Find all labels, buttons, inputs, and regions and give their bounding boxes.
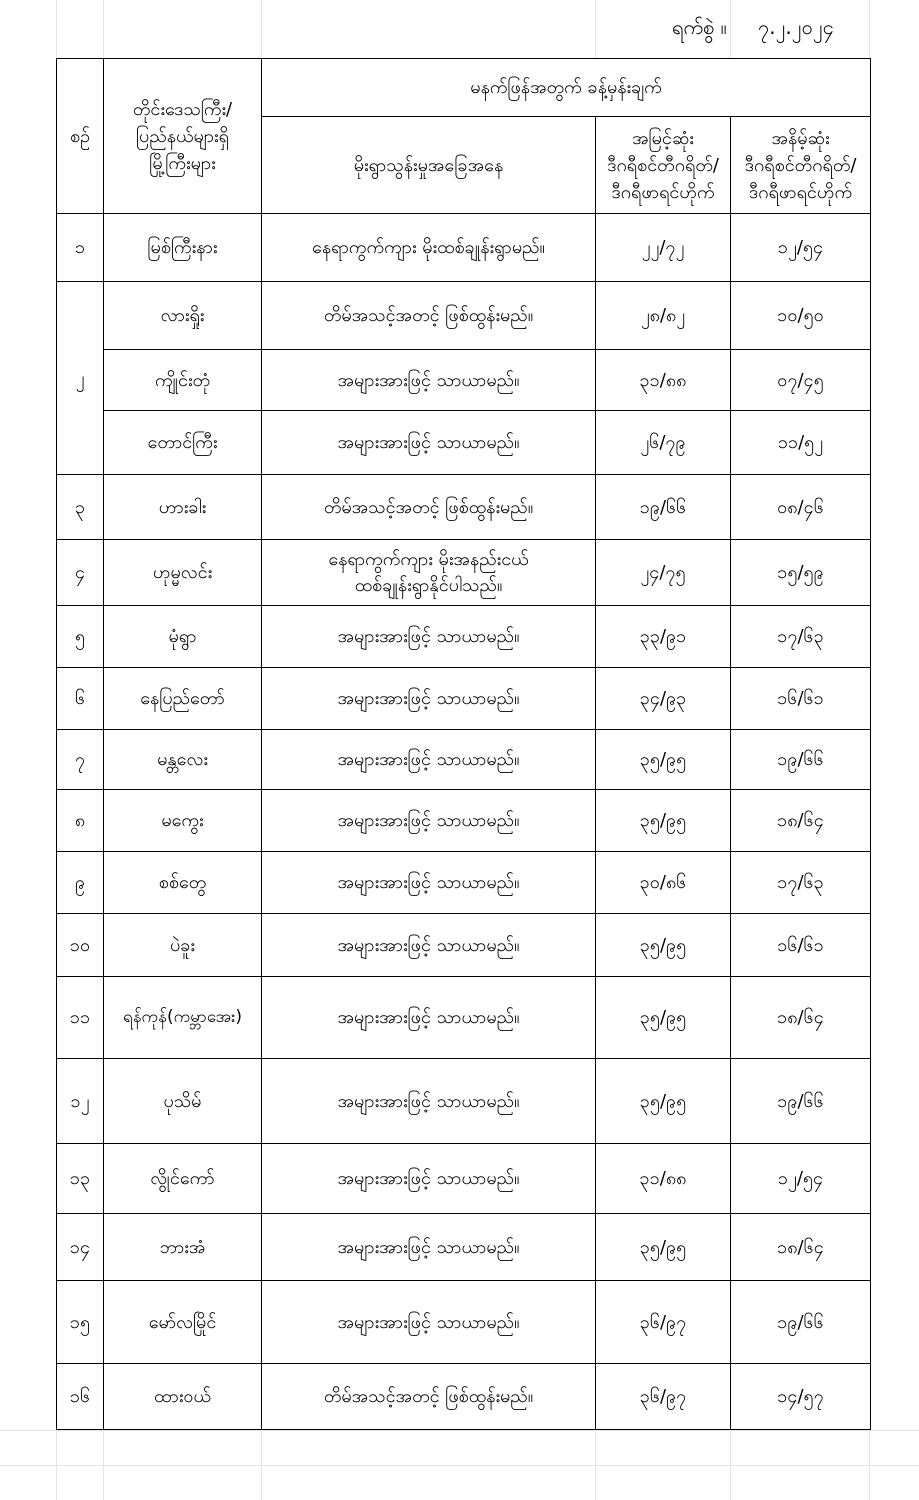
date-header bbox=[640, 14, 880, 44]
city-name: မုံရွာ bbox=[104, 606, 262, 668]
header-high-temp bbox=[596, 117, 731, 214]
high-temp: ၂၂/၇၂ bbox=[596, 214, 731, 282]
header-low-temp bbox=[731, 117, 871, 214]
city-name: ပဲခူး bbox=[104, 914, 262, 977]
header-region-line2: ပြည်နယ်များရှိ bbox=[136, 125, 229, 147]
row-number: ၁၆ bbox=[57, 1364, 104, 1430]
low-temp: ၁၀/၅၀ bbox=[731, 282, 871, 350]
low-temp: ၁၆/၆၁ bbox=[731, 914, 871, 977]
low-temp: ၀၈/၄၆ bbox=[731, 475, 871, 540]
high-temp: ၃၁/၈၈ bbox=[596, 1144, 731, 1214]
header-low-line2: ဒီဂရီစင်တီဂရိတ်/ bbox=[744, 154, 857, 176]
rain-condition: အများအားဖြင့် သာယာမည်။ bbox=[262, 1214, 596, 1281]
low-temp: ၁၉/၆၆ bbox=[731, 730, 871, 790]
high-temp: ၃၅/၉၅ bbox=[596, 1059, 731, 1144]
high-temp: ၂၄/၇၅ bbox=[596, 540, 731, 606]
high-temp: ၁၉/၆၆ bbox=[596, 475, 731, 540]
table-row bbox=[57, 411, 871, 475]
row-number: ၃ bbox=[57, 475, 104, 540]
table-row bbox=[57, 475, 871, 540]
low-temp: ၁၄/၅၇ bbox=[731, 1364, 871, 1430]
header-region-line3: မြို့ကြီးများ bbox=[149, 152, 216, 174]
row-number: ၂ bbox=[57, 282, 104, 475]
city-name: နေပြည်တော် bbox=[104, 668, 262, 730]
table-row bbox=[57, 1281, 871, 1364]
rain-condition bbox=[262, 540, 596, 606]
table-row bbox=[57, 282, 871, 350]
rain-condition: အများအားဖြင့် သာယာမည်။ bbox=[262, 606, 596, 668]
rain-condition: အများအားဖြင့် သာယာမည်။ bbox=[262, 977, 596, 1059]
rain-condition: အများအားဖြင့် သာယာမည်။ bbox=[262, 790, 596, 852]
high-temp: ၃၃/၉၁ bbox=[596, 606, 731, 668]
city-name: ထားဝယ် bbox=[104, 1364, 262, 1430]
city-name: ဟားခါး bbox=[104, 475, 262, 540]
low-temp: ၁၈/၆၄ bbox=[731, 1214, 871, 1281]
row-number: ၆ bbox=[57, 668, 104, 730]
rain-condition: တိမ်အသင့်အတင့် ဖြစ်ထွန်းမည်။ bbox=[262, 1364, 596, 1430]
high-temp: ၂၈/၈၂ bbox=[596, 282, 731, 350]
header-high-line2: ဒီဂရီစင်တီဂရိတ်/ bbox=[607, 154, 719, 176]
row-number: ၁၁ bbox=[57, 977, 104, 1059]
high-temp: ၂၆/၇၉ bbox=[596, 411, 731, 475]
low-temp: ၁၆/၆၁ bbox=[731, 668, 871, 730]
high-temp: ၃၆/၉၇ bbox=[596, 1364, 731, 1430]
rain-condition-line2: ထစ်ချုန်းရွာနိုင်ပါသည်။ bbox=[354, 574, 503, 596]
table-row bbox=[57, 540, 871, 606]
city-name: ဟုမ္မလင်း bbox=[104, 540, 262, 606]
row-number: ၉ bbox=[57, 852, 104, 914]
high-temp: ၃၅/၉၅ bbox=[596, 730, 731, 790]
header-condition: မိုးရွာသွန်းမှုအခြေအနေ bbox=[262, 117, 596, 214]
city-name: မြစ်ကြီးနား bbox=[104, 214, 262, 282]
low-temp: ၁၂/၅၄ bbox=[731, 1144, 871, 1214]
rain-condition: အများအားဖြင့် သာယာမည်။ bbox=[262, 1281, 596, 1364]
rain-condition: အများအားဖြင့် သာယာမည်။ bbox=[262, 1059, 596, 1144]
high-temp: ၃၀/၈၆ bbox=[596, 852, 731, 914]
date-value: ၇.၂.၂၀၂၄ bbox=[758, 15, 834, 39]
header-low-line1: အနိမ့်ဆုံး bbox=[771, 127, 830, 149]
low-temp: ၁၇/၆၃ bbox=[731, 852, 871, 914]
table-row bbox=[57, 350, 871, 411]
low-temp: ၁၈/၆၄ bbox=[731, 790, 871, 852]
table-row bbox=[57, 1364, 871, 1430]
city-name: မော်လမြိုင် bbox=[104, 1281, 262, 1364]
rain-condition: အများအားဖြင့် သာယာမည်။ bbox=[262, 668, 596, 730]
table-row bbox=[57, 214, 871, 282]
table-row bbox=[57, 1214, 871, 1281]
city-name: စစ်တွေ bbox=[104, 852, 262, 914]
table-row bbox=[57, 914, 871, 977]
low-temp: ၁၇/၆၃ bbox=[731, 606, 871, 668]
row-number: ၁၀ bbox=[57, 914, 104, 977]
table-row bbox=[57, 977, 871, 1059]
row-number: ၁၅ bbox=[57, 1281, 104, 1364]
high-temp: ၃၅/၉၅ bbox=[596, 790, 731, 852]
low-temp: ၀၇/၄၅ bbox=[731, 350, 871, 411]
rain-condition: တိမ်အသင့်အတင့် ဖြစ်ထွန်းမည်။ bbox=[262, 475, 596, 540]
city-name: တောင်ကြီး bbox=[104, 411, 262, 475]
low-temp: ၁၅/၅၉ bbox=[731, 540, 871, 606]
low-temp: ၁၁/၅၂ bbox=[731, 411, 871, 475]
city-name: ကျိုင်းတုံ bbox=[104, 350, 262, 411]
rain-condition: အများအားဖြင့် သာယာမည်။ bbox=[262, 411, 596, 475]
high-temp: ၃၆/၉၇ bbox=[596, 1281, 731, 1364]
row-number: ၁၄ bbox=[57, 1214, 104, 1281]
rain-condition: အများအားဖြင့် သာယာမည်။ bbox=[262, 350, 596, 411]
rain-condition: နေရာကွက်ကျား မိုးထစ်ချုန်းရွာမည်။ bbox=[262, 214, 596, 282]
table-row bbox=[57, 1059, 871, 1144]
city-name: မကွေး bbox=[104, 790, 262, 852]
table-row bbox=[57, 668, 871, 730]
row-number: ၅ bbox=[57, 606, 104, 668]
row-number: ၁၃ bbox=[57, 1144, 104, 1214]
row-number: ၁ bbox=[57, 214, 104, 282]
city-name: မန္တလေး bbox=[104, 730, 262, 790]
rain-condition: အများအားဖြင့် သာယာမည်။ bbox=[262, 914, 596, 977]
low-temp: ၁၉/၆၆ bbox=[731, 1281, 871, 1364]
table-row bbox=[57, 790, 871, 852]
forecast-table bbox=[56, 58, 871, 1430]
date-label: ရက်စွဲ ။ bbox=[672, 15, 727, 39]
city-name: လွိုင်ကော် bbox=[104, 1144, 262, 1214]
header-high-line1: အမြင့်ဆုံး bbox=[632, 127, 694, 149]
high-temp: ၃၅/၉၅ bbox=[596, 1214, 731, 1281]
high-temp: ၃၁/၈၈ bbox=[596, 350, 731, 411]
row-number: ၁၂ bbox=[57, 1059, 104, 1144]
rain-condition: အများအားဖြင့် သာယာမည်။ bbox=[262, 852, 596, 914]
high-temp: ၃၅/၉၅ bbox=[596, 914, 731, 977]
header-low-line3: ဒီဂရီဖာရင်ဟိုက် bbox=[748, 181, 853, 203]
rain-condition: အများအားဖြင့် သာယာမည်။ bbox=[262, 1144, 596, 1214]
header-region bbox=[104, 59, 262, 214]
rain-condition-line1: နေရာကွက်ကျား မိုးအနည်းငယ် bbox=[328, 549, 529, 571]
table-row bbox=[57, 730, 871, 790]
row-number: ၇ bbox=[57, 730, 104, 790]
row-number: ၈ bbox=[57, 790, 104, 852]
city-name: ဘားအံ bbox=[104, 1214, 262, 1281]
rain-condition: တိမ်အသင့်အတင့် ဖြစ်ထွန်းမည်။ bbox=[262, 282, 596, 350]
city-name: ပုသိမ် bbox=[104, 1059, 262, 1144]
low-temp: ၁၉/၆၆ bbox=[731, 1059, 871, 1144]
header-region-line1: တိုင်းဒေသကြီး/ bbox=[132, 98, 233, 120]
table-row bbox=[57, 606, 871, 668]
table-row bbox=[57, 852, 871, 914]
row-number: ၄ bbox=[57, 540, 104, 606]
high-temp: ၃၄/၉၃ bbox=[596, 668, 731, 730]
rain-condition: အများအားဖြင့် သာယာမည်။ bbox=[262, 730, 596, 790]
low-temp: ၁၂/၅၄ bbox=[731, 214, 871, 282]
high-temp: ၃၅/၉၅ bbox=[596, 977, 731, 1059]
header-high-line3: ဒီဂရီဖာရင်ဟိုက် bbox=[611, 181, 715, 203]
city-name: လားရှိုး bbox=[104, 282, 262, 350]
city-name: ရန်ကုန်(ကမ္ဘာအေး) bbox=[104, 977, 262, 1059]
table-row bbox=[57, 1144, 871, 1214]
header-forecast-group: မနက်ဖြန်အတွက် ခန့်မှန်းချက် bbox=[262, 59, 871, 117]
header-serial: စဉ် bbox=[57, 59, 104, 214]
low-temp: ၁၈/၆၄ bbox=[731, 977, 871, 1059]
